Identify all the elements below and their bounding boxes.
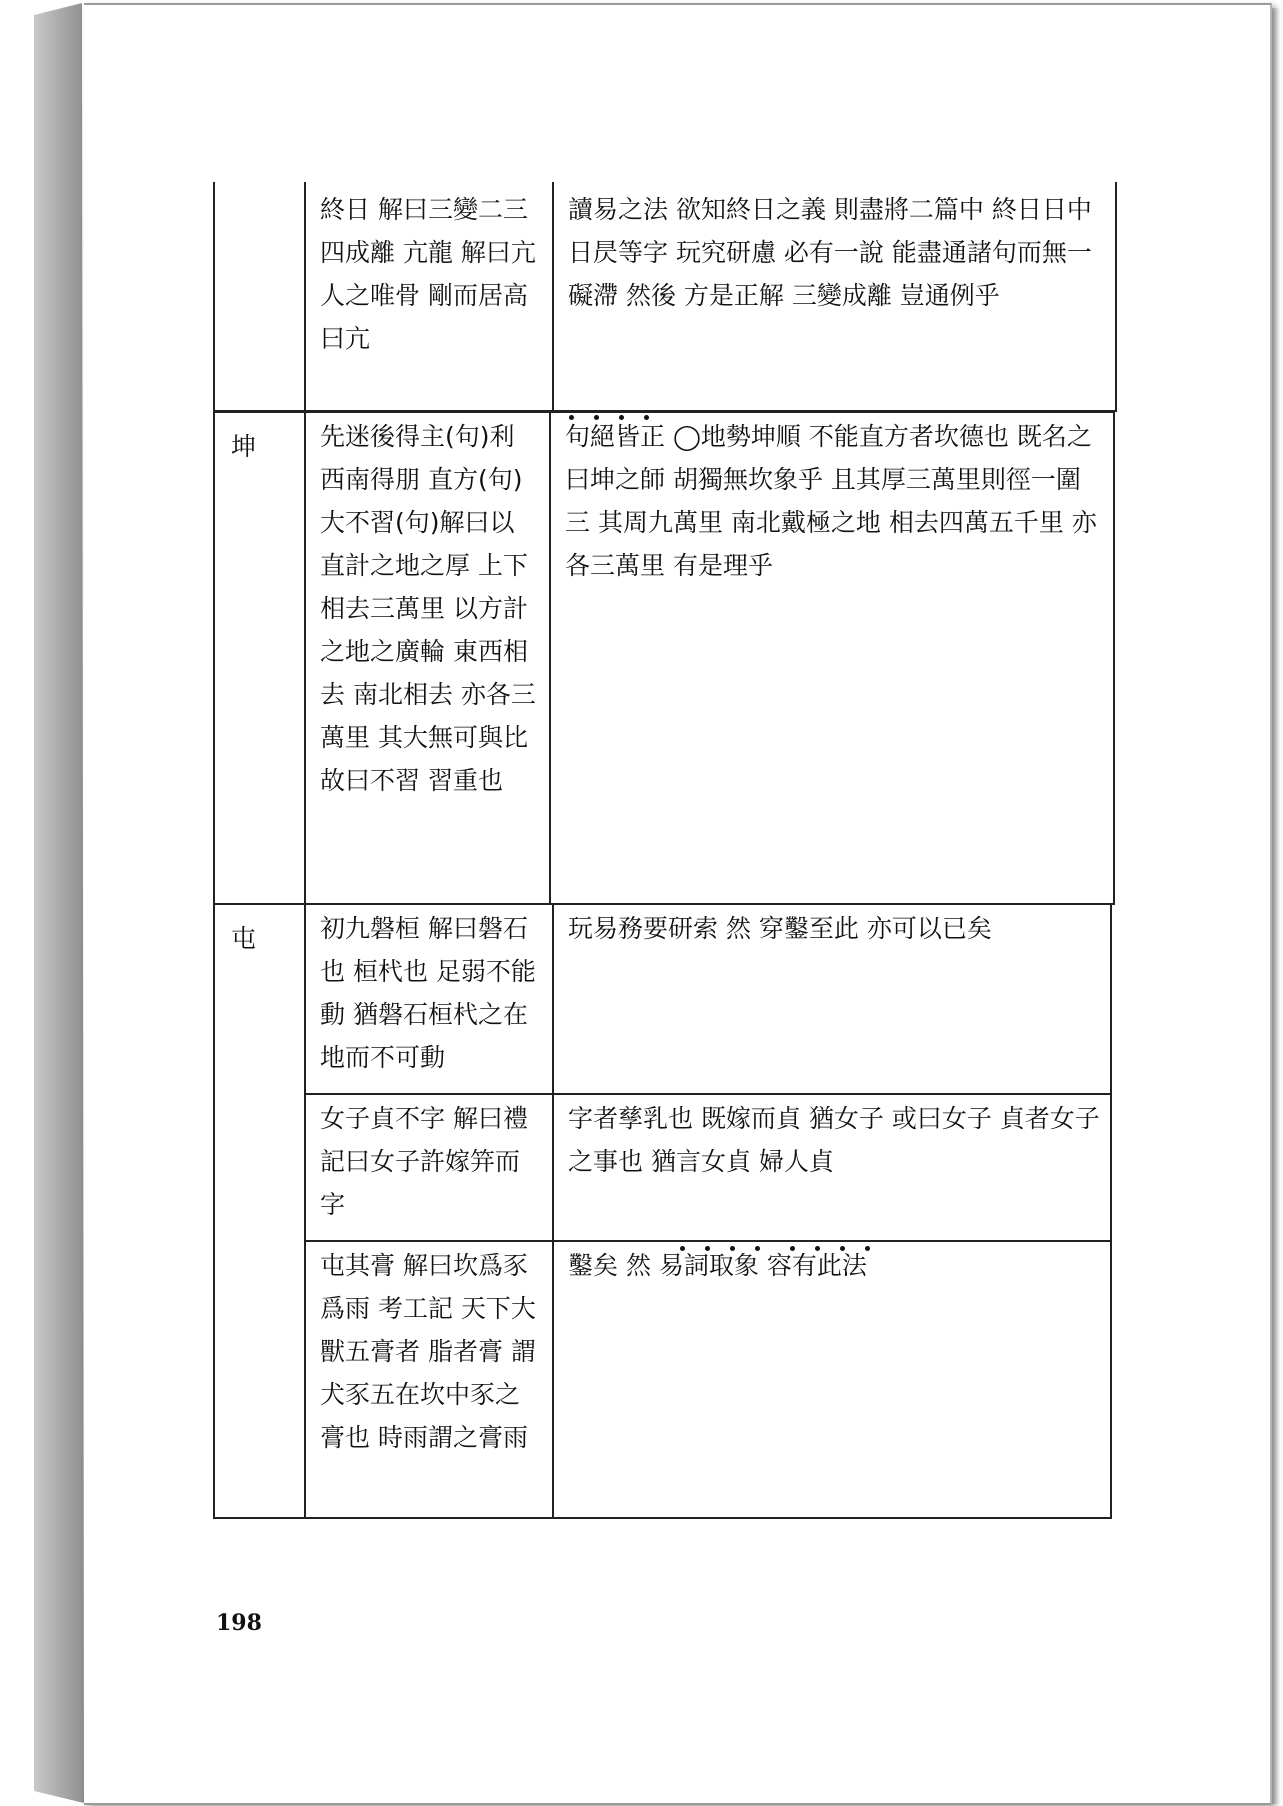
commentary-cell: 讀易之法 欲知終日之義 則盡將二篇中 終日日中 日昃等字 玩究研慮 必有一說 能盡通諸句而無一礙滯 然後 方是正解 三變成離 豈通例乎 xyxy=(553,182,1116,411)
table-row xyxy=(214,904,1111,1094)
hexagram-cell: 坤 xyxy=(214,412,305,904)
book-spine xyxy=(34,3,85,1803)
commentary-cell: 玩易務要研索 然 穿鑿至此 亦可以已矣 xyxy=(553,904,1111,1094)
original-text-cell: 屯其膏 解曰坎爲豕爲雨 考工記 天下大獸五膏者 脂者膏 謂犬豕五在坎中豕之膏也 時雨謂之膏雨 xyxy=(305,1241,553,1518)
emphasis-dot xyxy=(594,415,599,420)
commentary-cell: 字者孳乳也 既嫁而貞 猶女子 或曰女子 貞者女子之事也 猶言女貞 婦人貞 xyxy=(553,1094,1111,1241)
commentary-table-zhun xyxy=(213,903,1112,1519)
table-row xyxy=(214,182,1116,411)
emphasis-dot xyxy=(569,415,574,420)
page-edge-shadow xyxy=(1272,8,1280,1804)
emphasis-dot xyxy=(865,1246,870,1251)
original-text-cell: 終日 解曰三變二三四成離 亢龍 解曰亢人之唯骨 剛而居高曰亢 xyxy=(305,182,553,411)
emphasis-dot xyxy=(680,1246,685,1251)
table-row xyxy=(214,1094,1111,1241)
page-number: 198 xyxy=(216,1610,262,1636)
commentary-text: 鑿矣 然 易詞取象 容有此法 xyxy=(568,1251,867,1280)
emphasis-dot xyxy=(644,415,649,420)
commentary-cell xyxy=(553,1241,1111,1518)
commentary-cell xyxy=(550,412,1114,904)
table-row xyxy=(214,412,1114,904)
emphasis-dot xyxy=(840,1246,845,1251)
emphasis-dot xyxy=(705,1246,710,1251)
emphasis-dot xyxy=(730,1246,735,1251)
commentary-table-kun xyxy=(213,411,1115,905)
commentary-table-continued xyxy=(213,182,1117,412)
emphasis-dot xyxy=(790,1246,795,1251)
original-text-cell: 初九磐桓 解曰磐石也 桓杙也 足弱不能動 猶磐石桓杙之在地而不可動 xyxy=(305,904,553,1094)
emphasis-dot xyxy=(755,1246,760,1251)
emphasis-dot xyxy=(619,415,624,420)
commentary-text: 句絕皆正 ◯地勢坤順 不能直方者坎德也 既名之曰坤之師 胡獨無坎象乎 且其厚三萬里則徑一圍三 其周九萬里 南北戴極之地 相去四萬五千里 亦各三萬里 有是理乎 xyxy=(565,422,1097,580)
table-row xyxy=(214,1241,1111,1518)
original-text-cell: 女子貞不字 解曰禮記曰女子許嫁笄而字 xyxy=(305,1094,553,1241)
emphasis-dot xyxy=(815,1246,820,1251)
hexagram-cell: 屯 xyxy=(214,904,305,1518)
original-text-cell: 先迷後得主(句)利西南得朋 直方(句)大不習(句)解曰以直計之地之厚 上下相去三萬里 以方計之地之廣輪 東西相去 南北相去 亦各三萬里 其大無可與比 故曰不習 習重也 xyxy=(305,412,550,904)
hexagram-cell xyxy=(214,182,305,411)
